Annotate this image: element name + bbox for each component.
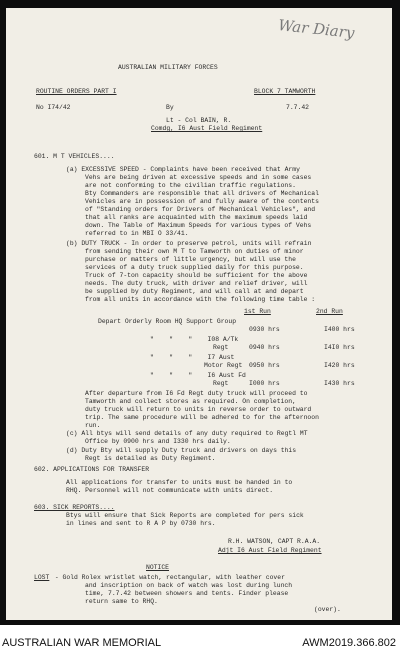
para-b-line: from sending their own M T to Tamworth on duties of minor bbox=[85, 248, 304, 255]
signature-title: Adjt I6 Aust Field Regiment bbox=[218, 547, 322, 554]
para-d-line: Regt is detailed as Duty Regiment. bbox=[85, 455, 216, 462]
para-a-line: Vehicles are in possession of and fully aware of the contents bbox=[85, 198, 319, 205]
orders-title: ROUTINE ORDERS PART I bbox=[36, 88, 117, 95]
para-a-line: referred to in MBI O 33/41. bbox=[85, 230, 189, 237]
para-a-line: down. The Table of Maximum Speeds for various types of Vehs bbox=[85, 222, 312, 229]
lost-line: and inscription on back of watch was lost during lunch bbox=[85, 582, 293, 589]
table-row-label: " " " I08 A/Tk bbox=[150, 336, 239, 343]
para-d-line: (d) Duty Bty will supply Duty truck and drivers on days this bbox=[66, 447, 297, 454]
table-row-run2: I420 hrs bbox=[324, 362, 355, 369]
section-603-line: Btys will ensure that Sick Reports are completed for pers sick bbox=[66, 512, 304, 519]
table-row-label: Regt bbox=[213, 380, 229, 387]
section-603-line: in lines and sent to R A P by 0730 hrs. bbox=[66, 520, 216, 527]
para-a-line: Bty Commanders are responsible that all drivers of Mechanical bbox=[85, 190, 319, 197]
lost-line: return same to RHQ. bbox=[85, 598, 158, 605]
table-row-run2: I430 hrs bbox=[324, 380, 355, 387]
para-a-line: (a) EXCESSIVE SPEED - Complaints have been received that Army bbox=[66, 166, 300, 173]
table-row-label: Motor Regt bbox=[204, 362, 243, 369]
para-b-line: Truck of 7-ton capacity should be sufficient for the above bbox=[85, 272, 308, 279]
para-b-line: purchase or matters of little urgency, but will use the bbox=[85, 256, 296, 263]
col-header-2nd-run: 2nd Run bbox=[316, 308, 343, 315]
para-after-line: After departure from I6 Fd Regt duty truck will proceed to bbox=[85, 390, 308, 397]
notice-heading: NOTICE bbox=[146, 564, 170, 571]
document-page bbox=[6, 8, 392, 620]
para-c-line: Office by 0900 hrs and I330 hrs daily. bbox=[85, 438, 231, 445]
para-c-line: (c) All btys will send details of any duty required to Regtl MT bbox=[66, 430, 308, 437]
table-row-label: " " " I7 Aust bbox=[150, 354, 235, 361]
para-b-line: (b) DUTY TRUCK - In order to preserve petrol, units will refrain bbox=[66, 240, 312, 247]
table-row-run1: 0940 hrs bbox=[249, 344, 280, 351]
section-601-heading: 601. M T VEHICLES.... bbox=[34, 153, 115, 160]
table-row-run1: 0950 hrs bbox=[249, 362, 280, 369]
over-note: (over). bbox=[314, 606, 341, 613]
para-after-line: run. bbox=[85, 422, 101, 429]
order-number: No I74/42 bbox=[36, 104, 71, 111]
signature-name: R.H. WATSON, CAPT R.A.A. bbox=[228, 538, 321, 545]
table-row-run1: I000 hrs bbox=[249, 380, 280, 387]
section-602-line: All applications for transfer to units must be handed in to bbox=[66, 479, 293, 486]
commander-name: Lt - Col BAIN, R. bbox=[166, 117, 232, 124]
lost-line: - Gold Rolex wristlet watch, rectangular, with leather cover bbox=[51, 574, 285, 581]
table-row-run2: I400 hrs bbox=[324, 326, 355, 333]
table-row-label: Regt bbox=[213, 344, 229, 351]
section-602-line: RHQ. Personnel will not communicate with units direct. bbox=[66, 487, 274, 494]
para-b-line: needs. The duty truck, with driver and relief driver, will bbox=[85, 280, 308, 287]
para-b-line: from all units in accordance with the following time table : bbox=[85, 296, 316, 303]
table-row-label: Depart Orderly Room HQ Support Group bbox=[98, 318, 237, 325]
doc-heading: AUSTRALIAN MILITARY FORCES bbox=[118, 64, 218, 71]
section-603-heading: 603. SICK REPORTS.... bbox=[34, 504, 115, 511]
table-row-run2: I4I0 hrs bbox=[324, 344, 355, 351]
war-diary-handwriting: War Diary bbox=[277, 16, 356, 42]
para-after-line: Tamworth and collect stores as required. On completion, bbox=[85, 398, 296, 405]
para-a-line: are not conforming to the civilian traffic regulations. bbox=[85, 182, 296, 189]
para-b-line: services of a duty truck supplied daily for this purpose. bbox=[85, 264, 304, 271]
order-date: 7.7.42 bbox=[286, 104, 310, 111]
caption-bar bbox=[0, 625, 400, 653]
para-after-line: duty truck will return to units in reverse order to outward bbox=[85, 406, 312, 413]
para-b-line: be supplied by duty Regiment, and will call at and depart bbox=[85, 288, 304, 295]
block-location: BLOCK 7 TAMWORTH bbox=[254, 88, 316, 95]
section-602-heading: 602. APPLICATIONS FOR TRANSFER bbox=[34, 466, 150, 473]
col-header-1st-run: 1st Run bbox=[244, 308, 271, 315]
commander-title: Comdg, I6 Aust Field Regiment bbox=[151, 125, 263, 132]
para-a-line: that all ranks are acquainted with the maximum speeds laid bbox=[85, 214, 308, 221]
para-a-line: of "Standing orders for Drivers of Mechanical Vehicles", and bbox=[85, 206, 316, 213]
footer-credit: AUSTRALIAN WAR MEMORIAL bbox=[2, 637, 162, 649]
para-after-line: trip. The same procedure will be adhered to for the afternoon bbox=[85, 414, 319, 421]
para-a-line: Vehs are being driven at excessive speeds and in some cases bbox=[85, 174, 312, 181]
table-row-label: " " " I6 Aust Fd bbox=[150, 372, 246, 379]
lost-label: LOST bbox=[34, 574, 50, 581]
lost-line: time, 7.7.42 between showers and tents. Finder please bbox=[85, 590, 289, 597]
table-row-run1: 0930 hrs bbox=[249, 326, 280, 333]
footer-accession-number: AWM2019.366.802 bbox=[302, 637, 396, 649]
by-label: By bbox=[166, 104, 174, 111]
